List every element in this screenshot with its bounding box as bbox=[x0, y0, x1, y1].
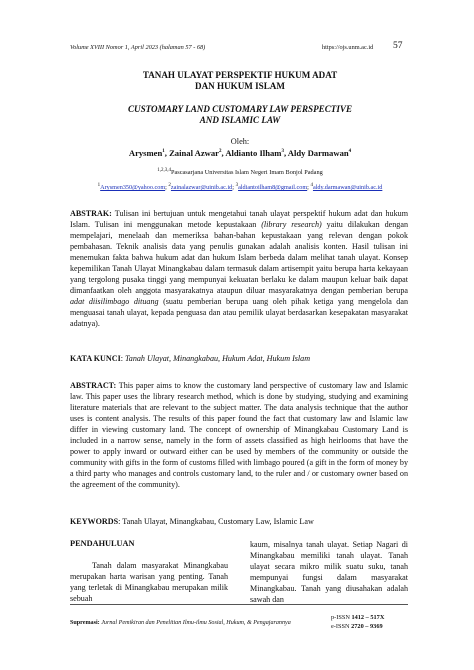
abstrak-italic-1: (library research) bbox=[261, 220, 322, 229]
abstrak-text-1: Tulisan ini bertujuan untuk mengetahui tanah ulayat perspektif hukum adat dan hukum Islam. Tulisan ini menggunakan metode kepustakaan bbox=[70, 209, 408, 229]
email-link[interactable]: aldy.darmawan@uinib.ac.id bbox=[312, 184, 383, 192]
abstract-paragraph bbox=[70, 380, 408, 490]
kata-kunci-label: KATA KUNCI bbox=[70, 354, 121, 363]
abstract-label: ABSTRACT: bbox=[70, 381, 117, 390]
footer-journal bbox=[70, 620, 291, 626]
title-english-line2: AND ISLAMIC LAW bbox=[199, 115, 281, 125]
keywords-label: KEYWORDS bbox=[70, 517, 119, 526]
author-sup: 1 bbox=[162, 149, 165, 155]
email-sup: 2 bbox=[168, 183, 171, 188]
author-emails bbox=[72, 183, 408, 191]
e-issn bbox=[331, 623, 383, 630]
author-list bbox=[70, 148, 410, 158]
affiliation-sup: 1,2,3,4 bbox=[157, 168, 171, 173]
title-indonesian-line1: TANAH ULAYAT PERSPEKTIF HUKUM ADAT bbox=[142, 70, 338, 80]
email-sep: ; bbox=[307, 184, 311, 192]
email-sep: ; bbox=[165, 184, 169, 192]
author-sep: , bbox=[164, 148, 170, 158]
p-issn-label: p-ISSN bbox=[331, 614, 350, 621]
footer-divider bbox=[70, 604, 408, 605]
email-sep: ; bbox=[232, 184, 236, 192]
author-name: Aldianto Ilham bbox=[225, 148, 282, 158]
affiliation bbox=[70, 168, 410, 176]
keywords-text: Tanah Ulayat, Minangkabau, Customary Law, Islamic Law bbox=[122, 517, 314, 526]
keywords: KEYWORDS: Tanah Ulayat, Minangkabau, Customary Law, Islamic Law bbox=[70, 517, 314, 526]
title-indonesian bbox=[70, 70, 410, 92]
email-link[interactable]: zainalazwar@uinib.ac.id bbox=[170, 184, 233, 192]
body-left-column: Tanah dalam masyarakat Minangkabau merupakan harta warisan yang penting. Tanah yang terletak di Minangkabau merupakan milik sebuah bbox=[70, 561, 228, 603]
email-sup: 4 bbox=[310, 183, 313, 188]
author-sup: 4 bbox=[348, 149, 352, 155]
email-link[interactable]: Arysmen350@yahoo.com bbox=[100, 184, 166, 192]
title-indonesian-line2: DAN HUKUM ISLAM bbox=[195, 81, 285, 91]
author-sup: 2 bbox=[218, 149, 222, 155]
author-name: Arysmen bbox=[128, 148, 163, 158]
email-sup: 3 bbox=[235, 183, 239, 188]
abstract-text: This paper aims to know the customary land perspective of customary law and Islamic law. This paper uses the library research method, which is done by studying, studying and examining literature materials that are relevant to the subject matter. The data analysis technique that the author uses is content analysis. The results of this paper found the fact that customary law and Islamic law differ in viewing customary land. The concept of ownership of Minangkabau Customary Land is included in a narrow sense, namely in the form of assets classified as high heirlooms that have the power to apply inward or outward either can be used by members of the community or outside the community with gifts in the form of customs filled with limbago poured (a gift in the form of money by a third party who manages and controls customary land, to the ruler and / or customary owner based on the agreement of the community). bbox=[70, 381, 408, 489]
p-issn-value: 1412 – 517X bbox=[351, 614, 385, 621]
section-heading: PENDAHULUAN bbox=[70, 539, 135, 548]
affiliation-text: Pascasarjana Universitas Islam Negeri Imam Bonjol Padang bbox=[170, 169, 323, 177]
title-english-line1: CUSTOMARY LAND CUSTOMARY LAW PERSPECTIVE bbox=[127, 104, 353, 114]
kata-kunci-text: Tanah Ulayat, Minangkabau, Hukum Adat, Hukum Islam bbox=[125, 354, 311, 363]
footer-journal-name: Jurnal Pemikiran dan Penelitian Ilmu-ilmu Sosial, Hukum, & Pengajarannya bbox=[101, 620, 291, 626]
journal-url[interactable]: https://ojs.unm.ac.id bbox=[322, 44, 374, 51]
abstrak-label: ABSTRAK: bbox=[70, 209, 112, 218]
p-issn bbox=[331, 614, 384, 621]
author-name: Aldy Darmawan bbox=[287, 148, 349, 158]
abstrak-paragraph bbox=[70, 208, 408, 329]
abstrak-text-3: (suatu pemberian berupa uang oleh pihak ketiga yang mengelola dan menguasai tanah ulayat, kepada penguasa dan atau pemilik ulayat berdasarkan kesepakatan masyarakat adatnya). bbox=[70, 297, 408, 328]
title-english bbox=[70, 104, 410, 126]
e-issn-label: e-ISSN bbox=[331, 623, 350, 630]
footer-label: Supremasi: bbox=[70, 620, 100, 626]
abstrak-italic-2: adat diisilimbago dituang bbox=[70, 297, 159, 306]
e-issn-value: 2720 – 9369 bbox=[351, 623, 383, 630]
author-sup: 3 bbox=[281, 149, 284, 155]
email-sup: 1 bbox=[97, 183, 101, 188]
kata-kunci: KATA KUNCI: Tanah Ulayat, Minangkabau, Hukum Adat, Hukum Islam bbox=[70, 354, 311, 363]
author-sep: , bbox=[283, 148, 288, 158]
email-link[interactable]: aldiantoilham8@gmail.com bbox=[238, 184, 308, 192]
page-number: 57 bbox=[393, 41, 403, 51]
body-right-column: kaum, misalnya tanah ulayat. Setiap Nagari di Minangkabau memiliki tanah ulayat. Tanah ulayat secara mikro milik suatu suku, tanah mempunyai fungsi dalam masyarakat Minangkabau. Tanah yang diusahakan adalah sawah dan bbox=[250, 540, 408, 604]
abstrak-text-2: yaitu dilakukan dengan mempelajari, menelaah dan memeriksa bahan-bahan kepustakaan yang relevan dengan pokok pembahasan. Teknik analisis data yang penulis gunakan adalah analisis konten. Hasil tulisan ini menemukan fakta bahwa hukum adat dan hukum Islam berbeda dalam melihat tanah ulayat. Konsep kepemilikan Tanah Ulayat Minangkabau dalam termasuk dalam artisempit yaitu berupa harta kekayaan yang tergolong pusaka tinggi yang mempunyai kekuatan berlaku ke dalam maupun keluar baik dapat dimanfaatkan oleh anggota masyarakatnya ataupun diluar masyarakatnya dengan pemberian berupa bbox=[70, 220, 408, 295]
author-name: Zainal Azwar bbox=[169, 148, 219, 158]
by-label: Oleh: bbox=[230, 137, 250, 146]
journal-issue: Volume XVIII Nomor 1, April 2023 (halaman 57 - 68) bbox=[70, 44, 206, 51]
author-sep: , bbox=[221, 148, 226, 158]
